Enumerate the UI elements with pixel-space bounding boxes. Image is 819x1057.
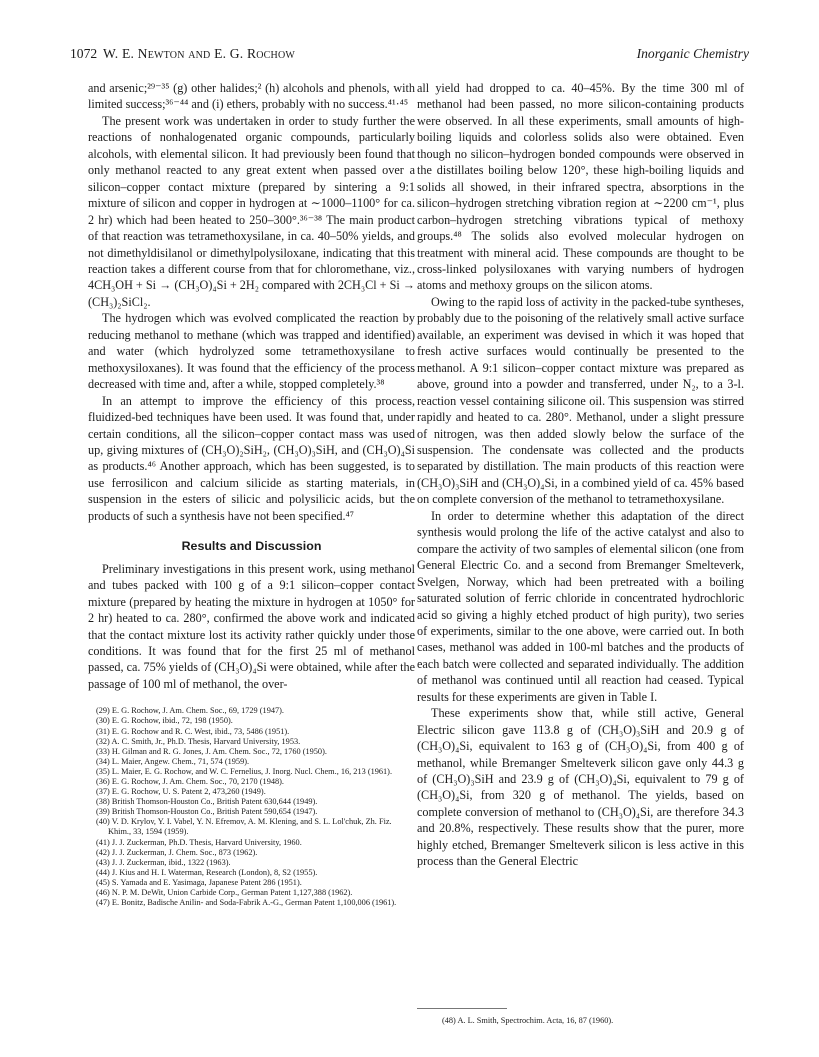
paragraph: In an attempt to improve the efficiency of this process, fluidized-bed techniques have been used. It was found that, under certain conditions, all the silicon–copper contact mass was used up, giving mixtures of (CH₃O)₂SiH₂, (CH₃O)₃SiH, and (CH₃O)₄Si as products.⁴⁶ Another approach, which has been suggested, is to use ferrosilicon and calcium silicide as starting materials, in suspension in the esters of silicic and polysilicic acids, but the products of such a synthesis have not been specified.⁴⁷ bbox=[88, 393, 415, 523]
reference-item: (37) E. G. Rochow, U. S. Patent 2, 473,260 (1949). bbox=[96, 787, 266, 797]
reference-item: (44) J. Kius and H. I. Waterman, Research (London), 8, S2 (1955). bbox=[96, 867, 318, 877]
paragraph: all yield had dropped to ca. 40–45%. By the time 300 ml of methanol had been passed, no more silicon-containing products were observed. In all these experiments, small amounts of high-boiling liquids and colorless solids also were obtained. Even though no silicon–hydrogen bonded compounds were observed in the distillates boiling below 120°, these high-boiling liquids and solids all showed, in their infrared spectra, absorptions in the silicon–hydrogen stretching vibration region at ∼2200 cm⁻¹, plus carbon–hydrogen stretching vibrations typical of methoxy groups.⁴⁸ The solids also evolved molecular hydrogen on treatment with mineral acid. These compounds are thought to be cross-linked polysiloxanes with varying numbers of hydrogen atoms and methoxy groups on the silicon atoms. bbox=[417, 81, 744, 293]
reference-item: (36) E. G. Rochow, J. Am. Chem. Soc., 70, 2170 (1948). bbox=[96, 776, 284, 786]
footnote: (48) A. L. Smith, Spectrochim. Acta, 16, 87 (1960). bbox=[442, 1016, 614, 1025]
paragraph: Owing to the rapid loss of activity in the packed-tube syntheses, probably due to the poisoning of the relatively small active surface available, an experiment was devised in which it was hoped that fresh active surfaces would continually be presented to the methanol. A 9:1 silicon–copper contact mixture was prepared as above, ground into a powder and transferred, under N₂, to a 3-l. reaction vessel containing silicone oil. This suspension was stirred rapidly and heated to ca. 280°. Methanol, under a slight pressure of nitrogen, was then added slowly below the surface of the suspension. The condensate was collected and the products separated by distillation. The main products of this reaction were (CH₃O)₃SiH and (CH₃O)₄Si, in a combined yield of ca. 45% based on complete conversion of the methanol to tetramethoxysilane. bbox=[417, 294, 744, 507]
reference-item: (45) S. Yamada and E. Yasimaga, Japanese Patent 286 (1951). bbox=[96, 877, 302, 887]
section-heading: Results and Discussion bbox=[181, 539, 322, 554]
reference-item: (47) E. Bonitz, Badische Anilin- and Soda-Fabrik A.-G., German Patent 1,100,006 (1961). bbox=[96, 898, 397, 908]
left-column bbox=[88, 80, 415, 908]
reference-item: (39) British Thomson-Houston Co., British Patent 590,654 (1947). bbox=[96, 807, 318, 817]
reference-item: (32) A. C. Smith, Jr., Ph.D. Thesis, Harvard University, 1953. bbox=[96, 736, 301, 746]
running-authors: W. E. Newton and E. G. Rochow bbox=[103, 46, 296, 61]
running-header bbox=[70, 46, 749, 66]
paragraph: In order to determine whether this adaptation of the direct synthesis would prolong the life of the active catalyst and also to compare the activity of two samples of elemental silicon (one from General Electric Co. and a second from Bremanger Smelteverk, Svelgen, Norway, which had been pretreated with a boiling saturated solution of ferric chloride in concentrated hydrochloric acid so giving a highly etched product of high purity), two series of experiments, similar to the one above, were carried out. In both cases, methanol was added in 100-ml batches and the products of each batch were collected and separated individually. The addition of methanol was continued until all reaction had ceased. Typical results for these experiments are given in Table I. bbox=[417, 508, 744, 704]
paragraph: and arsenic;²⁹⁻³⁵ (g) other halides;² (h) alcohols and phenols, with limited success;³⁶⁻⁴⁴ and (i) ethers, probably with no success.⁴¹·⁴⁵ bbox=[88, 81, 415, 112]
paragraph: Preliminary investigations in this present work, using methanol and tubes packed with 100 g of a 9:1 silicon–copper contact mixture (prepared by heating the mixture in hydrogen at 1050° for 2 hr) heated to ca. 280°, confirmed the above work and indicated that the contact mixture lost its activity rather quickly under those conditions. It was found that for the first 25 ml of methanol passed, ca. 75% yields of (CH₃O)₄Si were obtained, while after the passage of 100 ml of methanol, the over- bbox=[88, 561, 415, 691]
reference-item: (40) V. D. Krylov, Y. I. Vabel, Y. N. Efremov, A. M. Klening, and S. L. Lol'chuk, Zh. Fiz. Khim., 33, 1594 (1959). bbox=[96, 817, 392, 837]
journal-name: Inorganic Chemistry bbox=[636, 46, 749, 61]
right-column bbox=[417, 80, 744, 870]
paragraph: These experiments show that, while still active, General Electric silicon gave 113.8 g of (CH₃O)₃SiH and 20.9 g of (CH₃O)₄Si, equivalent to 163 g of (CH₃O)₄Si, from 400 g of methanol, while Bremanger Smelteverk silicon gave only 44.3 g of (CH₃O)₃SiH and 23.9 g of (CH₃O)₄Si, equivalent to 79 g of (CH₃O)₄Si, from 320 g of methanol. The yields, based on complete conversion of methanol to (CH₃O)₄Si, are therefore 34.3 and 20.8%, respectively. These results show that the purer, more highly etched, Bremanger Smelteverk silicon is less active in this process than the General Electric bbox=[417, 706, 744, 869]
paragraph: The present work was undertaken in order to study further the reactions of nonhalogenated organic compounds, particularly alcohols, with elemental silicon. It had previously been found that only methanol reacted to any great extent when passed over a silicon–copper contact mixture (prepared by sintering a 9:1 mixture of silicon and copper in hydrogen at ∼1000–1100° for ca. 2 hr) which had been heated to 250–300°.³⁶⁻³⁸ The main product of that reaction was tetramethoxysilane, in ca. 40–50% yields, and not dimethyldisilanol or dimethylpolysiloxane, indicating that this reaction takes a different course from that for chloromethane, viz., 4CH₃OH + Si → (CH₃O)₄Si + 2H₂ compared with 2CH₃Cl + Si → (CH₃)₂SiCl₂. bbox=[88, 113, 415, 309]
reference-item: (30) E. G. Rochow, ibid., 72, 198 (1950). bbox=[96, 716, 233, 726]
reference-item: (31) E. G. Rochow and R. C. West, ibid., 73, 5486 (1951). bbox=[96, 726, 290, 736]
reference-item: (46) N. P. M. DeWit, Union Carbide Corp., German Patent 1,127,388 (1962). bbox=[96, 888, 353, 897]
reference-item: (35) L. Maier, E. G. Rochow, and W. C. Fernelius, J. Inorg. Nucl. Chem., 16, 213 (1961). bbox=[96, 766, 393, 776]
reference-item: (43) J. J. Zuckerman, ibid., 1322 (1963). bbox=[96, 857, 231, 867]
footnote-divider bbox=[417, 1008, 507, 1009]
reference-item: (29) E. G. Rochow, J. Am. Chem. Soc., 69, 1729 (1947). bbox=[96, 706, 284, 716]
reference-item: (42) J. J. Zuckerman, J. Chem. Soc., 873 (1962). bbox=[96, 847, 258, 857]
reference-item: (38) British Thomson-Houston Co., British Patent 630,644 (1949). bbox=[96, 797, 318, 807]
page-number: 1072 bbox=[70, 46, 98, 61]
paragraph: The hydrogen which was evolved complicated the reaction by reducing methanol to methane (which was trapped and identified) and water (which hydrolyzed some tetramethoxysilane to methoxysiloxanes). It was found that the efficiency of the process decreased with time and, after a while, stopped completely.³⁸ bbox=[88, 311, 415, 392]
reference-item: (34) L. Maier, Angew. Chem., 71, 574 (1959). bbox=[96, 756, 250, 766]
reference-item: (33) H. Gilman and R. G. Jones, J. Am. Chem. Soc., 72, 1760 (1950). bbox=[96, 746, 327, 756]
reference-item: (41) J. J. Zuckerman, Ph.D. Thesis, Harvard University, 1960. bbox=[96, 837, 302, 847]
reference-list bbox=[88, 706, 415, 908]
